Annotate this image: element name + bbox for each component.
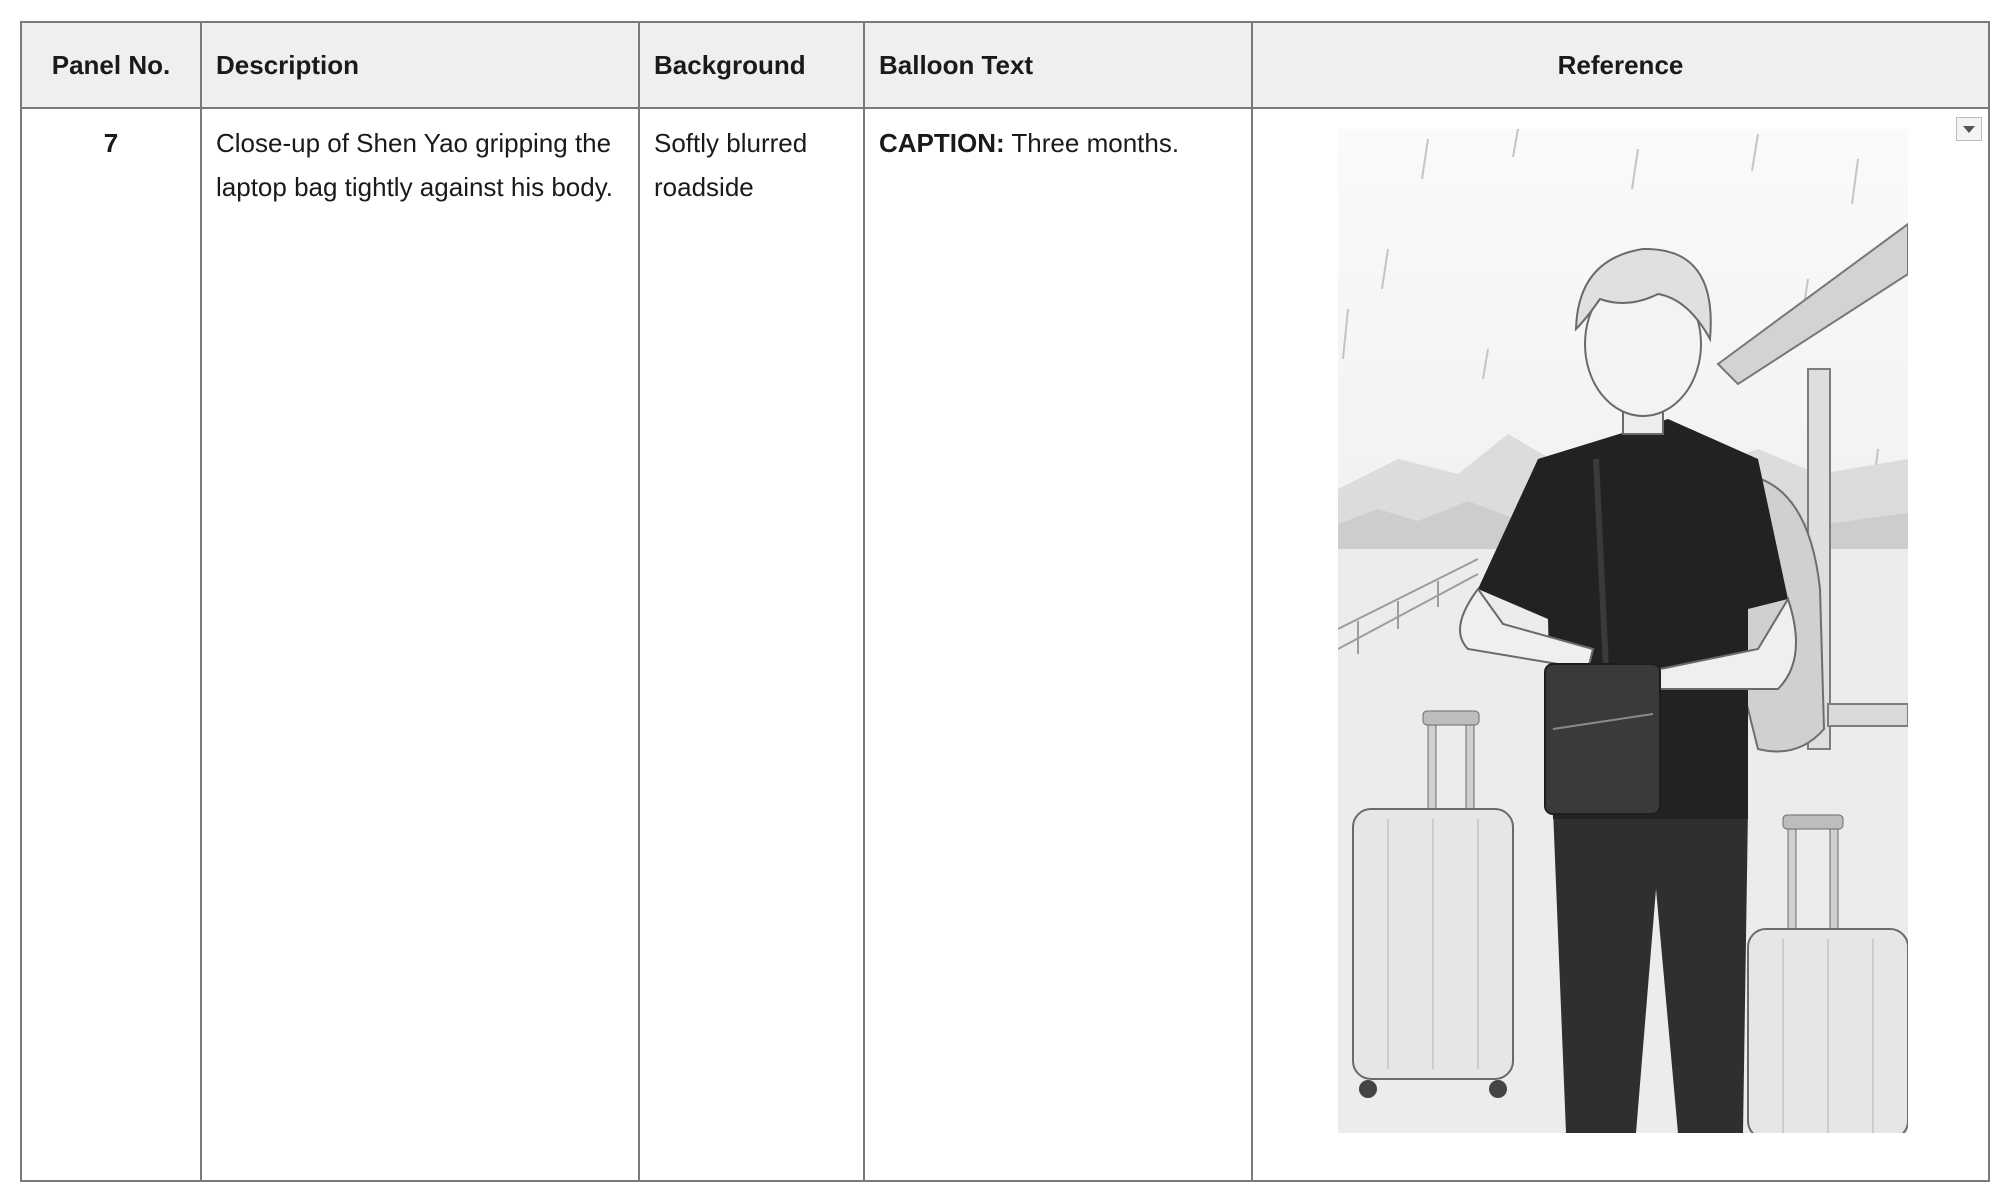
cell-description: Close-up of Shen Yao gripping the laptop bag tightly against his body.	[201, 108, 639, 1181]
header-balloon-text: Balloon Text	[864, 22, 1252, 108]
cell-balloon-text	[864, 108, 1252, 1181]
header-row	[21, 22, 1989, 108]
header-description: Description	[201, 22, 639, 108]
reference-illustration-svg	[1338, 129, 1908, 1133]
cell-panel-no: 7	[21, 108, 201, 1181]
table-header	[21, 22, 1989, 108]
header-background: Background	[639, 22, 864, 108]
script-table	[20, 21, 1990, 1182]
cell-background: Softly blurred roadside	[639, 108, 864, 1181]
header-panel-no: Panel No.	[21, 22, 201, 108]
header-reference: Reference	[1252, 22, 1989, 108]
caption-text: Three months.	[1004, 128, 1180, 158]
table-row	[21, 108, 1989, 1181]
laptop-bag	[1545, 664, 1660, 814]
chevron-down-icon[interactable]	[1956, 117, 1982, 141]
caption-label: CAPTION:	[879, 128, 1005, 158]
cell-reference	[1252, 108, 1989, 1181]
reference-illustration	[1338, 129, 1908, 1133]
